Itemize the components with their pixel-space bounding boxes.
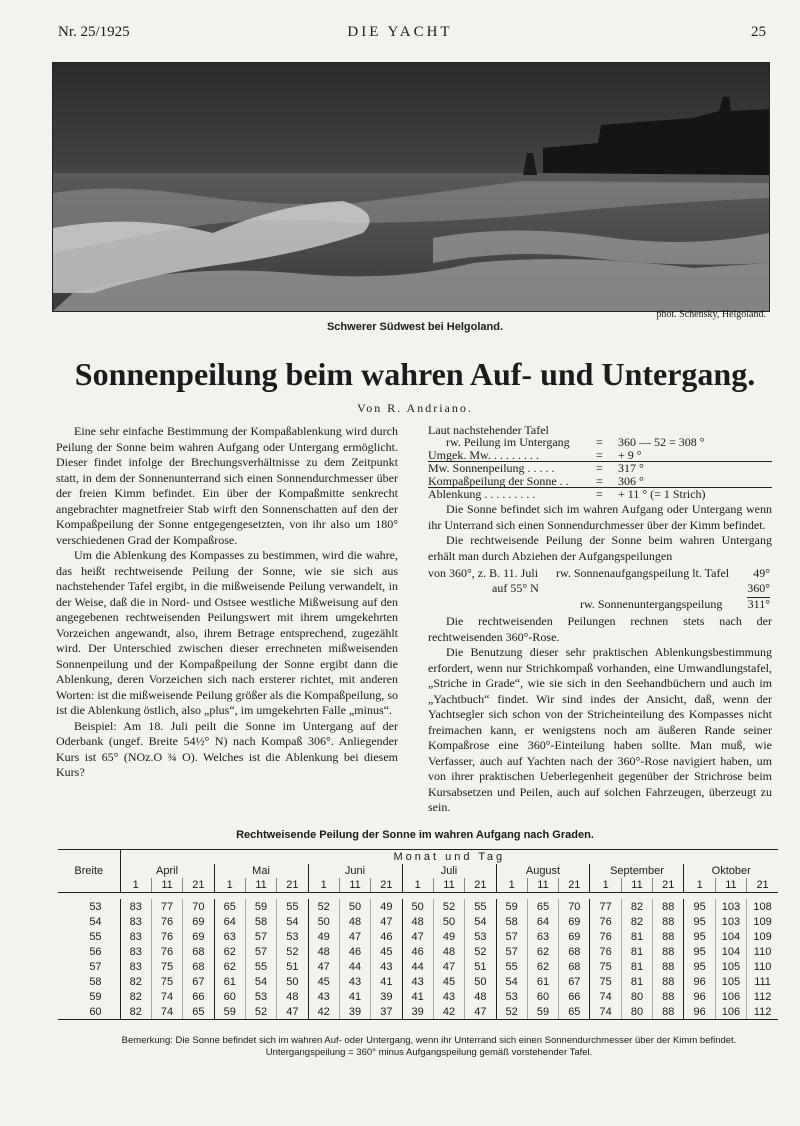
month-header: April <box>120 864 214 878</box>
table-cell: 64 <box>527 914 558 929</box>
table-cell: 65 <box>183 1004 214 1020</box>
table-cell: 55 <box>245 959 276 974</box>
table-cell: 81 <box>621 944 652 959</box>
month-header: September <box>590 864 684 878</box>
table-cell: 50 <box>308 914 339 929</box>
table-cell: 54 <box>277 914 308 929</box>
day-header: 21 <box>653 878 684 893</box>
table-cell: 46 <box>402 944 433 959</box>
page-number: 25 <box>751 24 766 40</box>
calc-row: rw. Peilung im Untergang = 360 — 52 = 308 ° <box>446 435 705 450</box>
paragraph: Die rechtweisende Peilung der Sonne beim wahren Untergang erhält man durch Abziehen der Aufgangspeilungen <box>428 533 772 563</box>
table-cell: 47 <box>465 1004 496 1020</box>
table-cell: 75 <box>151 959 182 974</box>
day-header: 1 <box>590 878 621 893</box>
table-cell: 55 <box>496 959 527 974</box>
table-cell: 110 <box>753 960 772 973</box>
calc-row: Kompaßpeilung der Sonne . . = 306 ° <box>428 475 772 488</box>
table-cell: 74 <box>151 989 182 1004</box>
table-cell: 45 <box>433 974 464 989</box>
table-cell: 54 <box>496 974 527 989</box>
table-cell: 41 <box>339 989 370 1004</box>
month-header: Juni <box>308 864 402 878</box>
issue-number: Nr. 25/1925 <box>58 24 130 40</box>
table-cell: 68 <box>559 944 590 959</box>
table-cell: 44 <box>402 959 433 974</box>
table-cell: 70 <box>183 899 214 914</box>
table-cell: 47 <box>402 929 433 944</box>
day-header: 1 <box>684 878 715 893</box>
table-cell: 49 <box>371 899 402 914</box>
table-cell: 49 <box>433 929 464 944</box>
table-cell: 47 <box>371 914 402 929</box>
table-cell: 112 <box>747 1004 778 1020</box>
table-cell: 104 <box>715 929 746 944</box>
table-cell: 76 <box>151 914 182 929</box>
table-cell: 105 <box>715 959 746 974</box>
table-cell: 43 <box>308 989 339 1004</box>
day-header: 1 <box>402 878 433 893</box>
table-cell: 112 <box>753 990 772 1003</box>
table-cell: 88 <box>653 1004 684 1020</box>
table-cell: 104 <box>715 944 746 959</box>
table-cell: 106 <box>715 989 746 1004</box>
table-cell: 65 <box>214 899 245 914</box>
table-cell: 88 <box>653 959 684 974</box>
table-cell: 48 <box>308 944 339 959</box>
latitude-cell: 57 <box>58 959 120 974</box>
month-row <box>58 864 778 878</box>
table-cell: 54 <box>465 914 496 929</box>
table-cell: 48 <box>402 914 433 929</box>
table-cell: 75 <box>590 974 621 989</box>
table-cell: 95 <box>684 944 715 959</box>
table-cell: 96 <box>684 989 715 1004</box>
table-cell: 76 <box>590 944 621 959</box>
table-cell: 60 <box>214 989 245 1004</box>
table-cell: 83 <box>120 959 151 974</box>
left-column <box>56 424 398 781</box>
table-cell: 62 <box>214 959 245 974</box>
table-cell: 57 <box>496 929 527 944</box>
table-cell: 62 <box>527 959 558 974</box>
table-cell: 39 <box>402 1004 433 1020</box>
paragraph: Die Benutzung dieser sehr praktischen Ablenkungsbestimmung erfordert, wenn nur Strichkompaß vorhanden, eine Umwandlungstafel, „Striche in Grade“, wie sie sich in den Seehandbüchern und auch im „Yachtbuch“ findet. Wir sind indes der Ansicht, daß, wenn der Yachtsegler sich schon von der Stricheinteilung des Kompasses nicht freimachen kann, er wenigstens noch am äußeren Rande seiner Kompaßrose eine 360°-Einteilung haben sollte. Man muß, wie Verfasser, auch auf Yachten nach der 360°-Rose navigiert haben, um von ihrer praktischen Ueberlegenheit gegenüber der Strichrose beim Kursabsetzen und Peilen, auch auf solchen Fahrzeugen, überzeugt zu sein. <box>428 645 772 815</box>
calc-row: Mw. Sonnenpeilung . . . . . = 317 ° <box>428 461 644 476</box>
table-cell: 82 <box>621 899 652 914</box>
table-cell: 109 <box>753 915 772 928</box>
table-cell: 57 <box>496 944 527 959</box>
table-cell: 50 <box>465 974 496 989</box>
table-cell: 59 <box>496 899 527 914</box>
table-cell: 88 <box>653 944 684 959</box>
table-cell: 74 <box>590 989 621 1004</box>
calc-intro: Laut nachstehender Tafel <box>428 423 549 437</box>
calculation-block <box>428 424 772 500</box>
table-cell: 64 <box>214 914 245 929</box>
day-header: 11 <box>715 878 746 893</box>
month-header: Juli <box>402 864 496 878</box>
right-column <box>428 424 772 816</box>
table-cell: 82 <box>120 989 151 1004</box>
table-cell: 83 <box>120 914 151 929</box>
table-cell: 77 <box>151 899 182 914</box>
table-cell: 76 <box>590 914 621 929</box>
table-cell: 50 <box>339 899 370 914</box>
table-cell: 81 <box>621 929 652 944</box>
table-row <box>58 899 778 914</box>
table-cell: 82 <box>120 1004 151 1020</box>
table-cell: 61 <box>527 974 558 989</box>
table-cell: 81 <box>621 974 652 989</box>
table-cell: 44 <box>339 959 370 974</box>
table-note-line: Untergangspeilung = 360° minus Aufgangspeilung gemäß vorstehender Tafel. <box>265 1047 593 1058</box>
table-cell: 63 <box>214 929 245 944</box>
table-cell: 54 <box>245 974 276 989</box>
calc-row: Ablenkung . . . . . . . . . = + 11 ° (= 1 Strich) <box>428 486 706 501</box>
table-row <box>58 929 778 944</box>
table-cell: 77 <box>590 899 621 914</box>
table-cell: 50 <box>433 914 464 929</box>
paragraph: Eine sehr einfache Bestimmung der Kompaßablenkung wird durch Peilung der Sonne beim wahren Aufgang oder Untergang ermöglicht. Dieser findet infolge der Brechungsverhältnisse zu dem Zeitpunkt statt, in dem der Sonnenunterrand sich einen Sonnendurchmesser über der freien Kimm befindet. Ein über der Kompaßmitte senkrecht angebrachter magnetfreier Stab wirft den Sonnenschatten auf den der Kompaßpeilung der Sonne entgegengesetzten, von ihr also um 180° verschiedenen Grad der Kompaßrose. <box>56 424 398 547</box>
table-cell: 43 <box>371 959 402 974</box>
table-cell: 59 <box>214 1004 245 1020</box>
table-cell: 42 <box>433 1004 464 1020</box>
table-cell: 62 <box>527 944 558 959</box>
table-cell: 95 <box>684 929 715 944</box>
table-cell: 43 <box>402 974 433 989</box>
table-cell: 50 <box>277 974 308 989</box>
day-header: 21 <box>747 878 778 893</box>
photo-credit: phot. Schensky, Helgoland. <box>656 309 766 320</box>
table-cell: 43 <box>339 974 370 989</box>
table-cell: 37 <box>371 1004 402 1020</box>
table-cell: 74 <box>151 1004 182 1020</box>
magazine-title: DIE YACHT <box>347 24 453 40</box>
table-cell: 52 <box>245 1004 276 1020</box>
article-author: Von R. Andriano. <box>357 401 473 415</box>
table-cell: 88 <box>653 899 684 914</box>
table-note-line: Bemerkung: Die Sonne befindet sich im wahren Auf- oder Untergang, wenn ihr Unterrand sich einen Sonnendurchmesser über der Kimm befindet. <box>121 1035 737 1046</box>
table-cell: 47 <box>277 1004 308 1020</box>
table-cell: 83 <box>120 944 151 959</box>
day-header: 21 <box>183 878 214 893</box>
table-cell: 103 <box>715 899 746 914</box>
table-cell: 51 <box>465 959 496 974</box>
table-cell: 59 <box>245 899 276 914</box>
day-header: 21 <box>277 878 308 893</box>
sunset-example: von 360°, z. B. 11. Juli rw. Sonnenaufgangspeilung lt. Tafel 49° auf 55° N 360° rw. Sonnenuntergangspeilung 311° <box>428 566 770 612</box>
table-cell: 50 <box>402 899 433 914</box>
table-cell: 47 <box>339 929 370 944</box>
table-row <box>58 959 778 974</box>
table-cell: 39 <box>371 989 402 1004</box>
stormy-sea-image <box>53 63 769 311</box>
table-cell: 82 <box>621 914 652 929</box>
table-cell: 47 <box>433 959 464 974</box>
table-cell: 75 <box>590 959 621 974</box>
day-header: 11 <box>151 878 182 893</box>
sea-photograph <box>52 62 770 312</box>
latitude-cell: 59 <box>58 989 120 1004</box>
table-cell: 63 <box>527 929 558 944</box>
table-cell: 52 <box>433 899 464 914</box>
table-cell: 39 <box>339 1004 370 1020</box>
latitude-cell: 58 <box>58 974 120 989</box>
table-cell: 83 <box>120 899 151 914</box>
table-cell: 80 <box>621 1004 652 1020</box>
day-header: 1 <box>308 878 339 893</box>
table-cell: 74 <box>590 1004 621 1020</box>
month-header: Oktober <box>711 865 751 877</box>
table-cell: 95 <box>684 899 715 914</box>
photo-caption: Schwerer Südwest bei Helgoland. <box>326 321 504 333</box>
table-cell: 109 <box>753 930 772 943</box>
table-cell: 103 <box>715 914 746 929</box>
table-cell: 111 <box>754 975 771 988</box>
table-cell: 48 <box>277 989 308 1004</box>
table-cell: 95 <box>684 959 715 974</box>
day-header: 21 <box>559 878 590 893</box>
table-cell: 53 <box>496 989 527 1004</box>
day-header: 21 <box>371 878 402 893</box>
table-cell: 47 <box>308 959 339 974</box>
table-cell: 41 <box>371 974 402 989</box>
month-header: August <box>496 864 590 878</box>
table-cell: 83 <box>120 929 151 944</box>
table-cell: 57 <box>245 929 276 944</box>
table-cell: 53 <box>465 929 496 944</box>
table-cell: 46 <box>339 944 370 959</box>
table-cell: 66 <box>559 989 590 1004</box>
table-cell: 69 <box>183 914 214 929</box>
table-cell: 95 <box>684 914 715 929</box>
table-cell: 110 <box>753 945 772 958</box>
table-cell: 82 <box>120 974 151 989</box>
table-cell: 45 <box>371 944 402 959</box>
bearing-table <box>58 849 778 1020</box>
calc-row: Umgek. Mw. . . . . . . . . = + 9 ° <box>428 449 772 462</box>
table-cell: 52 <box>308 899 339 914</box>
table-cell: 67 <box>559 974 590 989</box>
paragraph: Die Sonne befindet sich im wahren Aufgang oder Untergang wenn ihr Unterrand sich einen Sonnendurchmesser über der Kimm befindet. <box>428 502 772 532</box>
table-cell: 58 <box>496 914 527 929</box>
table-cell: 88 <box>653 929 684 944</box>
day-row <box>58 878 778 893</box>
table-cell: 67 <box>183 974 214 989</box>
table-cell: 52 <box>277 944 308 959</box>
paragraph: Um die Ablenkung des Kompasses zu bestimmen, wird die wahre, das heißt rechtweisende Peilung der Sonne, wie sie sich aus nachstehender Tafel ergibt, in die mißweisende Peilung verwandelt, in der Weise, daß die in Nord- und Ostsee westliche Mißweisung auf den angegebenen rechtweisenden Peilungswert mit ihrem umgekehrten Vorzeichen angewandt, also, ihrem Betrage entsprechend, zugezählt wird. Der Unterschied zwischen dieser errechneten mißweisenden Sonnenpeilung und der Kompaßpeilung der Sonne ergibt dann die Ablenkung, deren Vorzeichen sich nach ersterer richtet, mit anderen Worten: ist die mißweisende Peilung größer als die Kompaßpeilung, so ist die Ablenkung östlich, also „plus“, im umgekehrten Falle „minus“. <box>56 548 398 717</box>
latitude-cell: 55 <box>58 929 120 944</box>
breite-header: Breite <box>58 850 120 893</box>
table-cell: 68 <box>183 944 214 959</box>
table-cell: 76 <box>151 929 182 944</box>
table-row <box>58 989 778 1004</box>
table-cell: 105 <box>715 974 746 989</box>
month-header: Mai <box>214 864 308 878</box>
table-cell: 48 <box>339 914 370 929</box>
article-title: Sonnenpeilung beim wahren Auf- und Untergang. <box>74 356 756 392</box>
table-cell: 61 <box>214 974 245 989</box>
table-cell: 42 <box>308 1004 339 1020</box>
table-cell: 96 <box>684 974 715 989</box>
table-cell: 48 <box>433 944 464 959</box>
month-day-header: Monat und Tag <box>120 850 778 865</box>
table-cell: 75 <box>151 974 182 989</box>
table-cell: 70 <box>559 899 590 914</box>
day-header: 11 <box>245 878 276 893</box>
table-title: Rechtweisende Peilung der Sonne im wahren Aufgang nach Graden. <box>236 829 594 841</box>
day-header: 11 <box>621 878 652 893</box>
latitude-cell: 54 <box>58 914 120 929</box>
table-row <box>58 944 778 959</box>
table-cell: 65 <box>559 1004 590 1020</box>
day-header: 11 <box>433 878 464 893</box>
table-cell: 58 <box>245 914 276 929</box>
table-cell: 106 <box>715 1004 746 1020</box>
table-cell: 52 <box>465 944 496 959</box>
table-cell: 69 <box>183 929 214 944</box>
table-cell: 76 <box>590 929 621 944</box>
table-cell: 45 <box>308 974 339 989</box>
table-cell: 60 <box>527 989 558 1004</box>
table-cell: 46 <box>371 929 402 944</box>
day-header: 21 <box>465 878 496 893</box>
table-cell: 55 <box>465 899 496 914</box>
day-header: 1 <box>496 878 527 893</box>
table-cell: 88 <box>653 989 684 1004</box>
table-note <box>84 1035 774 1059</box>
table-cell: 88 <box>653 974 684 989</box>
latitude-cell: 53 <box>58 899 120 914</box>
table-cell: 68 <box>559 959 590 974</box>
table-cell: 66 <box>183 989 214 1004</box>
table-cell: 49 <box>308 929 339 944</box>
table-cell: 80 <box>621 989 652 1004</box>
table-cell: 52 <box>496 1004 527 1020</box>
table-cell: 53 <box>277 929 308 944</box>
table-cell: 57 <box>245 944 276 959</box>
table-header-row <box>58 850 778 865</box>
table-cell: 65 <box>527 899 558 914</box>
day-header: 11 <box>339 878 370 893</box>
table-cell: 41 <box>402 989 433 1004</box>
day-header: 1 <box>120 878 151 893</box>
table-cell: 48 <box>465 989 496 1004</box>
table-cell: 62 <box>214 944 245 959</box>
table-cell: 68 <box>183 959 214 974</box>
latitude-cell: 60 <box>58 1004 120 1020</box>
table-cell: 69 <box>559 914 590 929</box>
table-cell: 53 <box>245 989 276 1004</box>
table-cell: 59 <box>527 1004 558 1020</box>
paragraph: Die rechtweisenden Peilungen rechnen stets nach der rechtweisenden 360°-Rose. <box>428 614 772 644</box>
table-cell: 69 <box>559 929 590 944</box>
table-cell: 96 <box>684 1004 715 1020</box>
table-cell: 76 <box>151 944 182 959</box>
table-row <box>58 974 778 989</box>
latitude-cell: 56 <box>58 944 120 959</box>
day-header: 11 <box>527 878 558 893</box>
page-header <box>0 24 800 46</box>
table-row <box>58 1004 778 1020</box>
table-cell: 88 <box>653 914 684 929</box>
paragraph: Beispiel: Am 18. Juli peilt die Sonne im Untergang auf der Oderbank (ungef. Breite 54½° N) nach Kompaß 306°. Anliegender Kurs ist 65° (NOz.O ¾ O). Welches ist die Ablenkung bei diesem Kurs? <box>56 718 398 779</box>
table-cell: 55 <box>277 899 308 914</box>
table-cell: 43 <box>433 989 464 1004</box>
table-cell: 108 <box>753 900 772 913</box>
day-header: 1 <box>214 878 245 893</box>
table-cell: 51 <box>277 959 308 974</box>
table-row <box>58 914 778 929</box>
table-cell: 81 <box>621 959 652 974</box>
